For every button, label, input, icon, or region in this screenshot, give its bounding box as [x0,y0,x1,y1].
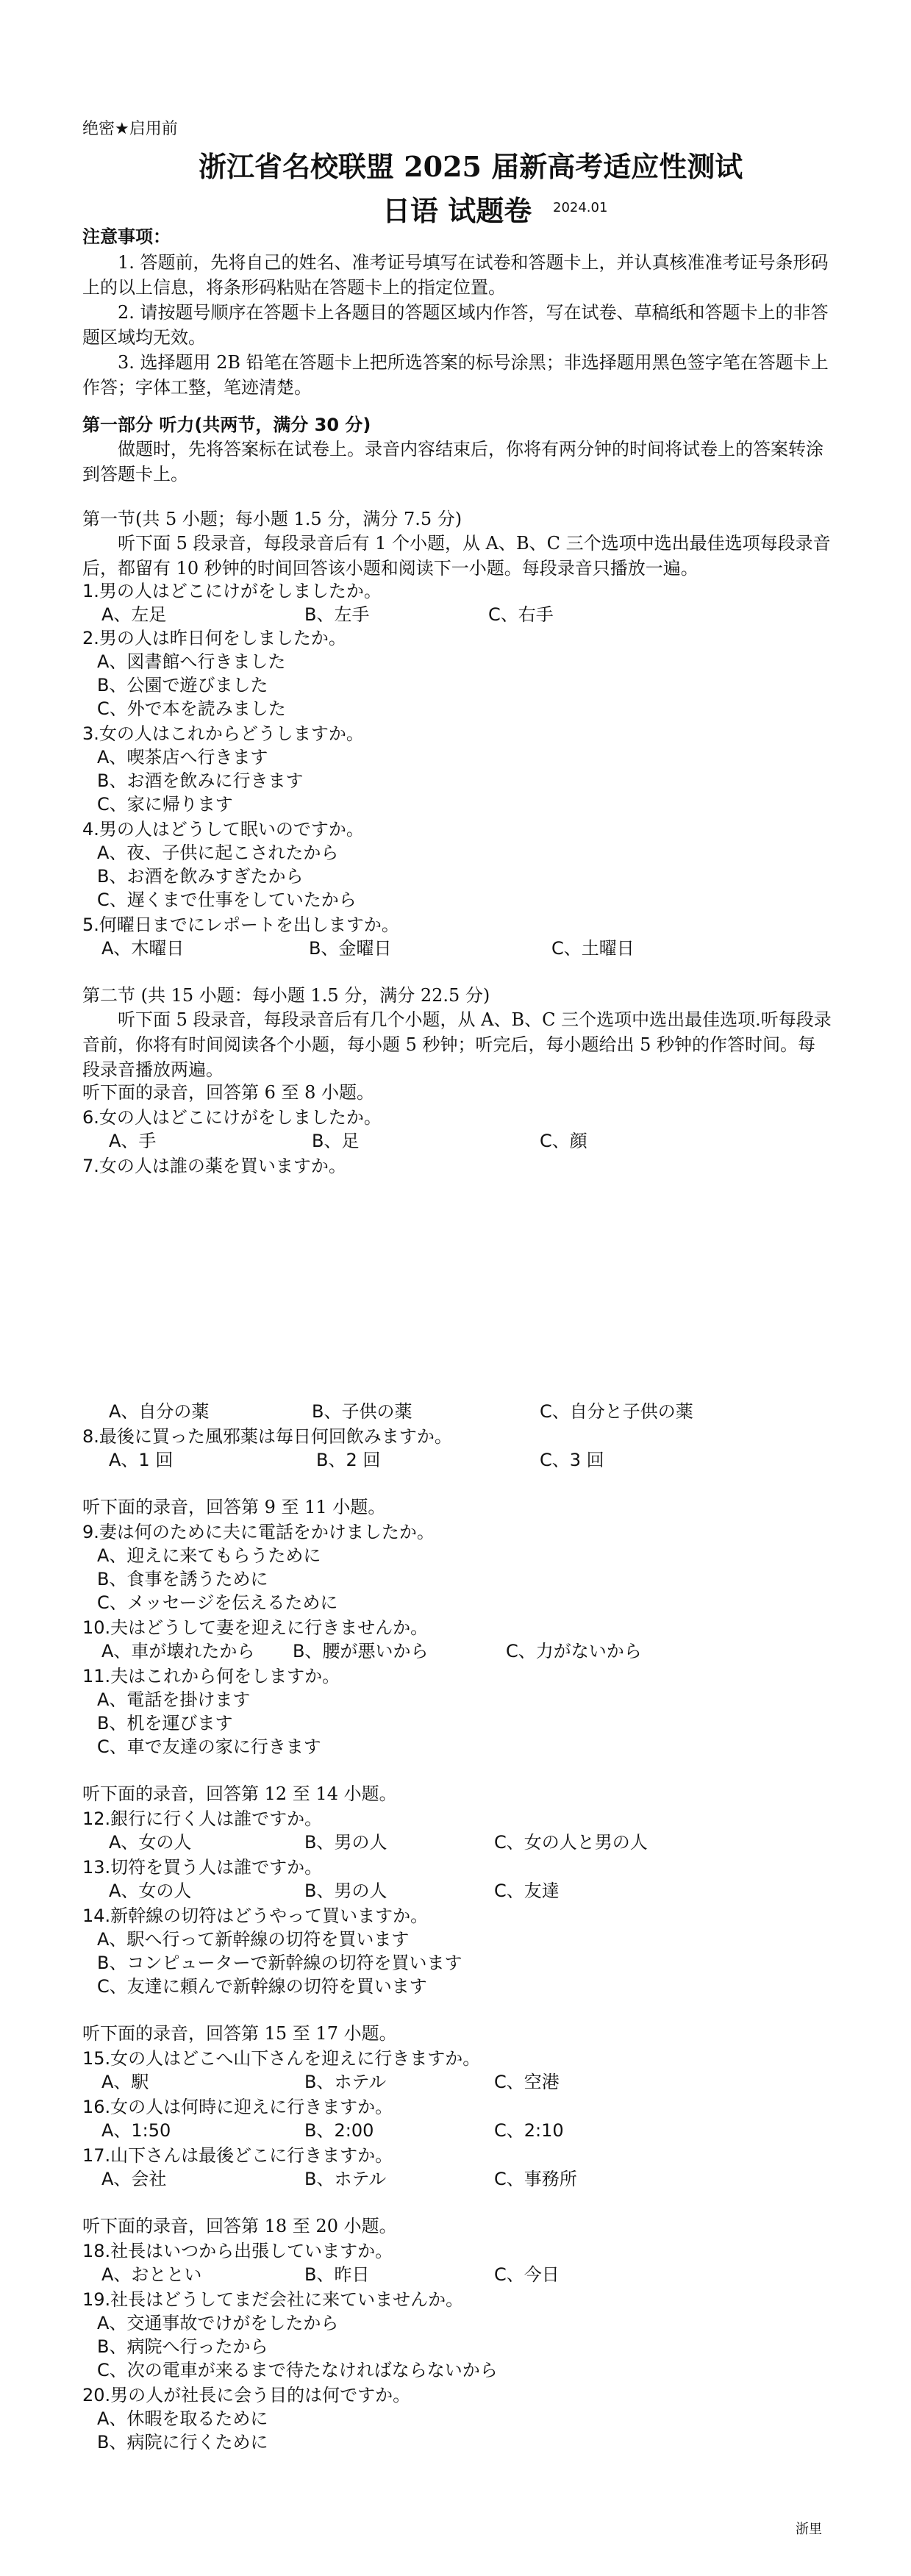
option-a[interactable]: A、会社 [101,2169,167,2189]
option-a[interactable]: A、図書館へ行きました [97,651,286,672]
option-c[interactable]: C、外で本を読みました [97,698,286,719]
notice-item: 3. 选择题用 2B 铅笔在答题卡上把所选答案的标号涂黑；非选择题用黑色签字笔在答题卡上作答；字体工整，笔迹清楚。 [82,352,829,398]
option-a[interactable]: A、駅へ行って新幹線の切符を買います [97,1929,410,1950]
option-c[interactable]: C、事務所 [494,2169,577,2189]
option-a[interactable]: A、1 回 [109,1450,174,1470]
option-c[interactable]: C、力がないから [506,1641,642,1661]
option-a[interactable]: A、駅 [101,2072,149,2092]
option-b[interactable]: B、お酒を飲みすぎたから [97,866,304,887]
listening-instruction: 听下面的录音，回答第 18 至 20 小题。 [82,2216,397,2236]
question-stem: 9.妻は何のために夫に電話をかけましたか。 [82,1522,435,1542]
option-a[interactable]: A、交通事故でけがをしたから [97,2313,339,2333]
part1-intro: 做题时，先将答案标在试卷上。录音内容结束后，你将有两分钟的时间将试卷上的答案转涂到答题卡上。 [82,439,824,484]
question-stem: 17.山下さんは最後どこに行きますか。 [82,2145,393,2166]
question-stem: 1.男の人はどこにけがをしましたか。 [82,581,382,601]
question-stem: 16.女の人は何時に迎えに行きますか。 [82,2097,393,2117]
option-b[interactable]: B、左手 [304,604,370,625]
option-b[interactable]: B、昨日 [304,2264,370,2285]
option-a[interactable]: A、自分の薬 [109,1401,210,1422]
question-stem: 6.女の人はどこにけがをしましたか。 [82,1107,382,1128]
option-b[interactable]: B、机を運びます [97,1713,233,1734]
section2-heading: 第二节 (共 15 小题：每小题 1.5 分，满分 22.5 分) [82,985,490,1006]
option-b[interactable]: B、金曜日 [309,938,392,959]
listening-instruction: 听下面的录音，回答第 12 至 14 小题。 [82,1783,397,1804]
option-a[interactable]: A、左足 [101,604,167,625]
question-stem: 20.男の人が社長に会う目的は何ですか。 [82,2385,411,2405]
exam-date: 2024.01 [553,200,608,215]
option-b[interactable]: B、お酒を飲みに行きます [97,770,304,791]
option-a[interactable]: A、迎えに来てもらうために [97,1545,321,1566]
section1-intro: 听下面 5 段录音，每段录音后有 1 个小题，从 A、B、C 三个选项中选出最佳选项每段录音后，都留有 10 秒钟的时间回答该小题和阅读下一小题。每段录音只播放一遍。 [82,533,831,579]
option-b[interactable]: B、公園で遊びました [97,675,268,695]
question-stem: 4.男の人はどうして眠いのですか。 [82,819,364,840]
option-a[interactable]: A、休暇を取るために [97,2408,268,2429]
part1-heading: 第一部分 听力(共两节，满分 30 分) [82,415,371,435]
option-c[interactable]: C、今日 [494,2264,560,2285]
option-a[interactable]: A、車が壊れたから [101,1641,255,1661]
option-b[interactable]: B、ホテル [304,2072,387,2092]
option-c[interactable]: C、空港 [494,2072,560,2092]
footer-mark: 浙里 [796,2522,822,2537]
option-a[interactable]: A、夜、子供に起こされたから [97,842,339,863]
option-a[interactable]: A、電話を掛けます [97,1689,251,1710]
question-stem: 7.女の人は誰の薬を買いますか。 [82,1156,346,1176]
question-stem: 11.夫はこれから何をしますか。 [82,1666,340,1686]
option-b[interactable]: B、2 回 [316,1450,381,1470]
option-c[interactable]: C、遅くまで仕事をしていたから [97,890,357,910]
listening-instruction: 听下面的录音，回答第 9 至 11 小题。 [82,1497,386,1517]
notice-heading: 注意事项： [82,226,171,247]
question-stem: 15.女の人はどこへ山下さんを迎えに行きますか。 [82,2048,481,2069]
option-a[interactable]: A、女の人 [109,1832,192,1853]
option-b[interactable]: B、ホテル [304,2169,387,2189]
option-c[interactable]: C、右手 [488,604,554,625]
option-c[interactable]: C、自分と子供の薬 [540,1401,693,1422]
question-stem: 19.社長はどうしてまだ会社に来ていませんか。 [82,2289,464,2310]
option-b[interactable]: B、腰が悪いから [293,1641,429,1661]
option-c[interactable]: C、女の人と男の人 [494,1832,648,1853]
option-b[interactable]: B、男の人 [304,1832,387,1853]
notice-item: 1. 答题前，先将自己的姓名、准考证号填写在试卷和答题卡上，并认真核准准考证号条形码上的以上信息，将条形码粘贴在答题卡上的指定位置。 [82,252,829,298]
option-b[interactable]: B、病院に行くために [97,2432,268,2452]
option-b[interactable]: B、子供の薬 [312,1401,412,1422]
section1-heading: 第一节(共 5 小题；每小题 1.5 分，满分 7.5 分) [82,509,462,529]
option-c[interactable]: C、土曜日 [551,938,635,959]
option-b[interactable]: B、食事を誘うために [97,1569,268,1589]
option-c[interactable]: C、家に帰ります [97,794,233,815]
option-a[interactable]: A、1:50 [101,2120,171,2141]
question-stem: 14.新幹線の切符はどうやって買いますか。 [82,1906,429,1926]
option-c[interactable]: C、2:10 [494,2120,564,2141]
option-a[interactable]: A、おととい [101,2264,202,2285]
option-b[interactable]: B、2:00 [304,2120,374,2141]
option-c[interactable]: C、友達 [494,1881,560,1901]
listening-instruction: 听下面的录音，回答第 15 至 17 小题。 [82,2023,397,2044]
option-a[interactable]: A、手 [109,1131,157,1151]
option-a[interactable]: A、女の人 [109,1881,192,1901]
question-stem: 8.最後に買った風邪薬は毎日何回飲みますか。 [82,1426,452,1447]
question-stem: 13.切符を買う人は誰ですか。 [82,1857,323,1878]
listening-instruction: 听下面的录音，回答第 6 至 8 小题。 [82,1082,375,1103]
option-b[interactable]: B、コンピューターで新幹線の切符を買います [97,1953,462,1973]
option-b[interactable]: B、足 [312,1131,360,1151]
question-stem: 18.社長はいつから出張していますか。 [82,2241,393,2261]
question-stem: 2.男の人は昨日何をしましたか。 [82,628,346,648]
question-stem: 5.何曜日までにレポートを出しますか。 [82,915,399,935]
question-stem: 3.女の人はこれからどうしますか。 [82,723,364,744]
exam-title: 浙江省名校联盟 2025 届新高考适应性测试 [199,150,743,183]
option-c[interactable]: C、顔 [540,1131,587,1151]
option-b[interactable]: B、病院へ行ったから [97,2336,268,2357]
option-a[interactable]: A、喫茶店へ行きます [97,747,268,768]
question-stem: 12.銀行に行く人は誰ですか。 [82,1808,323,1829]
option-b[interactable]: B、男の人 [304,1881,387,1901]
option-c[interactable]: C、車で友達の家に行きます [97,1736,321,1757]
option-a[interactable]: A、木曜日 [101,938,185,959]
option-c[interactable]: C、メッセージを伝えるために [97,1592,338,1613]
secret-label: 绝密★启用前 [82,120,178,138]
question-stem: 10.夫はどうして妻を迎えに行きませんか。 [82,1617,429,1638]
section2-intro: 听下面 5 段录音，每段录音后有几个小题，从 A、B、C 三个选项中选出最佳选项.听每段录音前，你将有时间阅读各个小题，每小题 5 秒钟；听完后，每小题给出 5 秒钟的作答时间。每段录音播放两遍。 [82,1009,832,1080]
option-c[interactable]: C、次の電車が来るまで待たなければならないから [97,2360,498,2380]
notice-item: 2. 请按题号顺序在答题卡上各题目的答题区域内作答，写在试卷、草稿纸和答题卡上的非答题区域均无效。 [82,302,829,348]
option-c[interactable]: C、友達に頼んで新幹線の切符を買います [97,1976,427,1997]
option-c[interactable]: C、3 回 [540,1450,604,1470]
exam-subject: 日语 试题卷 [382,194,532,227]
